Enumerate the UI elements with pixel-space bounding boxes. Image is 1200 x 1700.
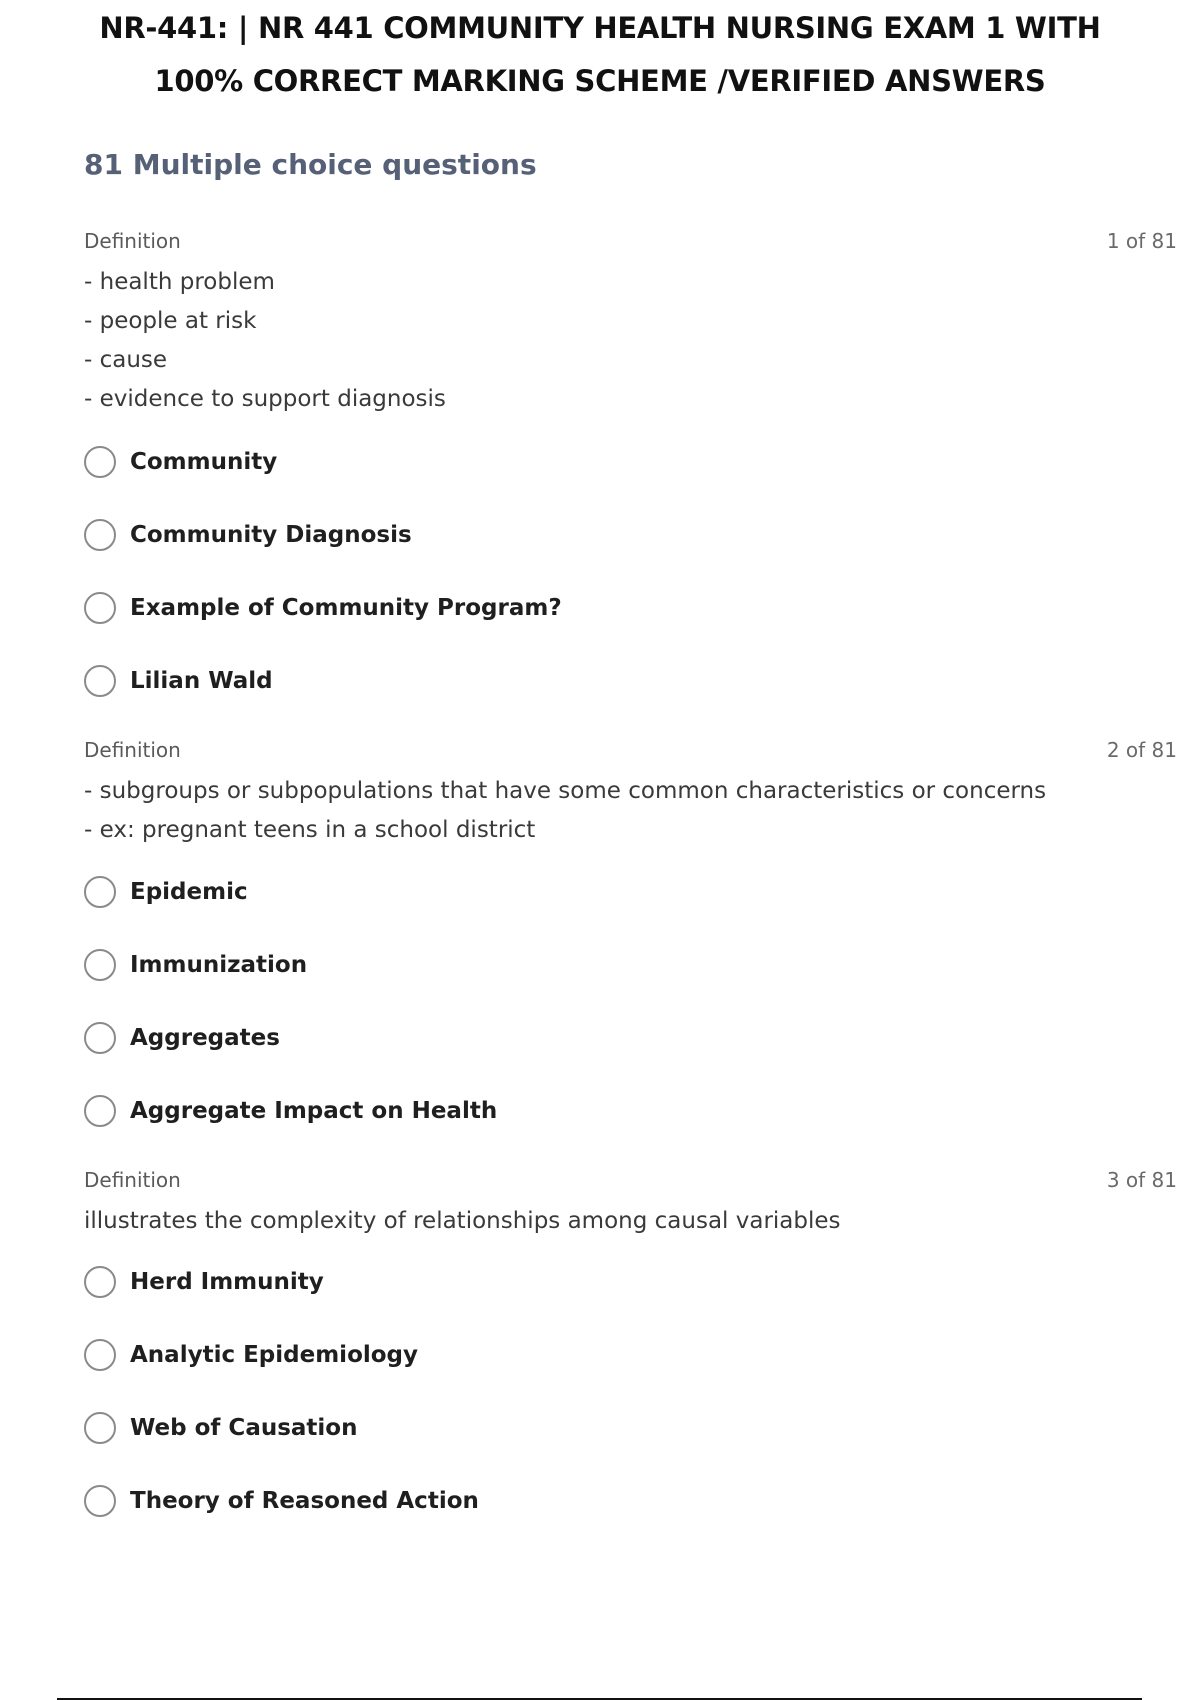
prompt-line: - evidence to support diagnosis bbox=[84, 386, 446, 412]
title-line-1: NR-441: | NR 441 COMMUNITY HEALTH NURSING EXAM 1 WITH bbox=[99, 11, 1101, 45]
answer-option[interactable] bbox=[84, 515, 412, 555]
question-count-heading: 81 Multiple choice questions bbox=[84, 148, 537, 181]
question-card-3 bbox=[84, 1166, 1177, 1536]
radio-button-icon[interactable] bbox=[84, 876, 116, 908]
prompt-line: - health problem bbox=[84, 269, 275, 295]
question-type-label: Definition bbox=[84, 738, 181, 762]
answer-option-label: Lilian Wald bbox=[130, 668, 273, 694]
document-title bbox=[0, 2, 1200, 108]
prompt-line: - subgroups or subpopulations that have some common characteristics or concerns bbox=[84, 778, 1047, 804]
question-counter: 3 of 81 bbox=[1106, 1168, 1177, 1192]
question-card-2 bbox=[84, 736, 1177, 1136]
answer-option-label: Immunization bbox=[130, 952, 308, 978]
answer-option-label: Example of Community Program? bbox=[130, 595, 562, 621]
answer-option-label: Web of Causation bbox=[130, 1415, 358, 1441]
answer-option[interactable] bbox=[84, 442, 277, 482]
prompt-line: - people at risk bbox=[84, 308, 257, 334]
answer-option[interactable] bbox=[84, 1335, 418, 1375]
radio-button-icon[interactable] bbox=[84, 446, 116, 478]
answer-option[interactable] bbox=[84, 945, 307, 985]
radio-button-icon[interactable] bbox=[84, 592, 116, 624]
radio-button-icon[interactable] bbox=[84, 949, 116, 981]
answer-option[interactable] bbox=[84, 661, 273, 701]
radio-button-icon[interactable] bbox=[84, 1095, 116, 1127]
answer-option-label: Epidemic bbox=[130, 879, 248, 905]
radio-button-icon[interactable] bbox=[84, 519, 116, 551]
answer-option-label: Analytic Epidemiology bbox=[130, 1342, 419, 1368]
answer-option-label: Herd Immunity bbox=[130, 1269, 324, 1295]
title-line-2: 100% CORRECT MARKING SCHEME /VERIFIED ANSWERS bbox=[154, 64, 1046, 98]
answer-option-label: Aggregate Impact on Health bbox=[130, 1098, 498, 1124]
question-type-label: Definition bbox=[84, 229, 181, 253]
answer-option[interactable] bbox=[84, 1018, 280, 1058]
radio-button-icon[interactable] bbox=[84, 665, 116, 697]
answer-option-label: Community bbox=[130, 449, 278, 475]
question-counter: 1 of 81 bbox=[1106, 229, 1177, 253]
prompt-line: illustrates the complexity of relationships among causal variables bbox=[84, 1208, 841, 1234]
answer-option-label: Aggregates bbox=[130, 1025, 280, 1051]
answer-option-label: Theory of Reasoned Action bbox=[130, 1488, 479, 1514]
answer-option[interactable] bbox=[84, 1091, 497, 1131]
radio-button-icon[interactable] bbox=[84, 1412, 116, 1444]
answer-option[interactable] bbox=[84, 1262, 324, 1302]
answer-option-label: Community Diagnosis bbox=[130, 522, 412, 548]
radio-button-icon[interactable] bbox=[84, 1485, 116, 1517]
radio-button-icon[interactable] bbox=[84, 1022, 116, 1054]
question-type-label: Definition bbox=[84, 1168, 181, 1192]
answer-option[interactable] bbox=[84, 588, 562, 628]
answer-option[interactable] bbox=[84, 1481, 479, 1521]
radio-button-icon[interactable] bbox=[84, 1339, 116, 1371]
radio-button-icon[interactable] bbox=[84, 1266, 116, 1298]
answer-option[interactable] bbox=[84, 872, 248, 912]
prompt-line: - cause bbox=[84, 347, 168, 373]
prompt-line: - ex: pregnant teens in a school district bbox=[84, 817, 536, 843]
question-card-1 bbox=[84, 227, 1177, 707]
answer-option[interactable] bbox=[84, 1408, 357, 1448]
question-counter: 2 of 81 bbox=[1106, 738, 1177, 762]
